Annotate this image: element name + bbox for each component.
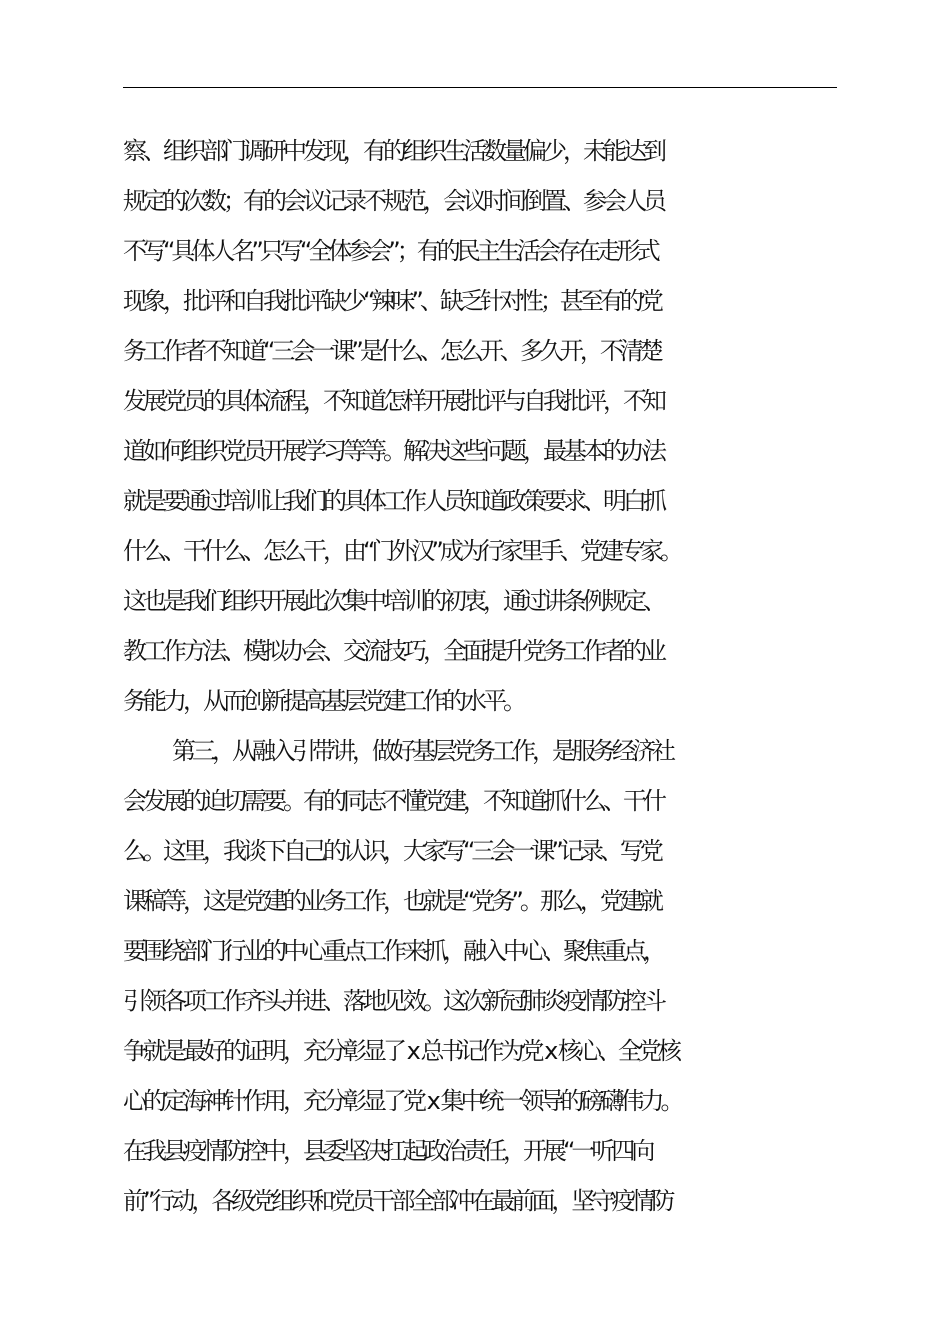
text-line: 在我县疫情防控中，县委坚决扛起政治责任，开展“一听四向 (123, 1137, 652, 1165)
header-rule (123, 87, 837, 88)
text-line: 务工作者不知道“三会一课”是什么、怎么开、多久开，不清楚 (123, 337, 660, 365)
text-line: 发展党员的具体流程，不知道怎样开展批评与自我批评，不知 (123, 387, 663, 415)
text-line: 引领各项工作齐头并进、落地见效。这次新冠肺炎疫情防控斗 (123, 987, 663, 1015)
text-line: 会发展的迫切需要。有的同志不懂党建，不知道抓什么、干什 (123, 787, 663, 815)
paragraph-start-line: 第三，从融入引带讲，做好基层党务工作，是服务经济社 (172, 737, 672, 765)
text-line: 这也是我们组织开展此次集中培训的初衷，通过讲条例规定、 (123, 587, 663, 615)
text-line: 前”行动，各级党组织和党员干部全部冲在最前面，坚守疫情防 (123, 1187, 672, 1215)
text-line: 就是要通过培训让我们的具体工作人员知道政策要求、明白抓 (123, 487, 663, 515)
text-line: 务能力，从而创新提高基层党建工作的水平。 (123, 687, 523, 715)
text-line: 课稿等，这是党建的业务工作，也就是“党务”。那么，党建就 (123, 887, 660, 915)
text-line: 争就是最好的证明，充分彰显了 x 总书记作为党 x 核心、全党核 (123, 1037, 678, 1065)
text-line: 不写“具体人名”只写“全体参会”；有的民主生活会存在走形式 (123, 237, 657, 265)
text-line: 察、组织部门调研中发现，有的组织生活数量偏少，未能达到 (123, 137, 663, 165)
text-line: 现象，批评和自我批评缺少“辣味”、缺乏针对性；甚至有的党 (123, 287, 660, 315)
text-line: 道如何组织党员开展学习等等。解决这些问题，最基本的办法 (123, 437, 663, 465)
text-line: 教工作方法、模拟办会、交流技巧，全面提升党务工作者的业 (123, 637, 663, 665)
text-line: 心的定海神针作用，充分彰显了党 x 集中统一领导的磅礴伟力。 (123, 1087, 681, 1115)
document-body (123, 126, 843, 1226)
text-line: 么。这里，我谈下自己的认识，大家写“三会一课”记录、写党 (123, 837, 660, 865)
text-line: 规定的次数；有的会议记录不规范，会议时间倒置、参会人员 (123, 187, 663, 215)
text-line: 要围绕部门行业的中心重点工作来抓，融入中心、聚焦重点， (123, 937, 663, 965)
text-line: 什么、干什么、怎么干，由“门外汉”成为行家里手、党建专家。 (123, 537, 680, 565)
